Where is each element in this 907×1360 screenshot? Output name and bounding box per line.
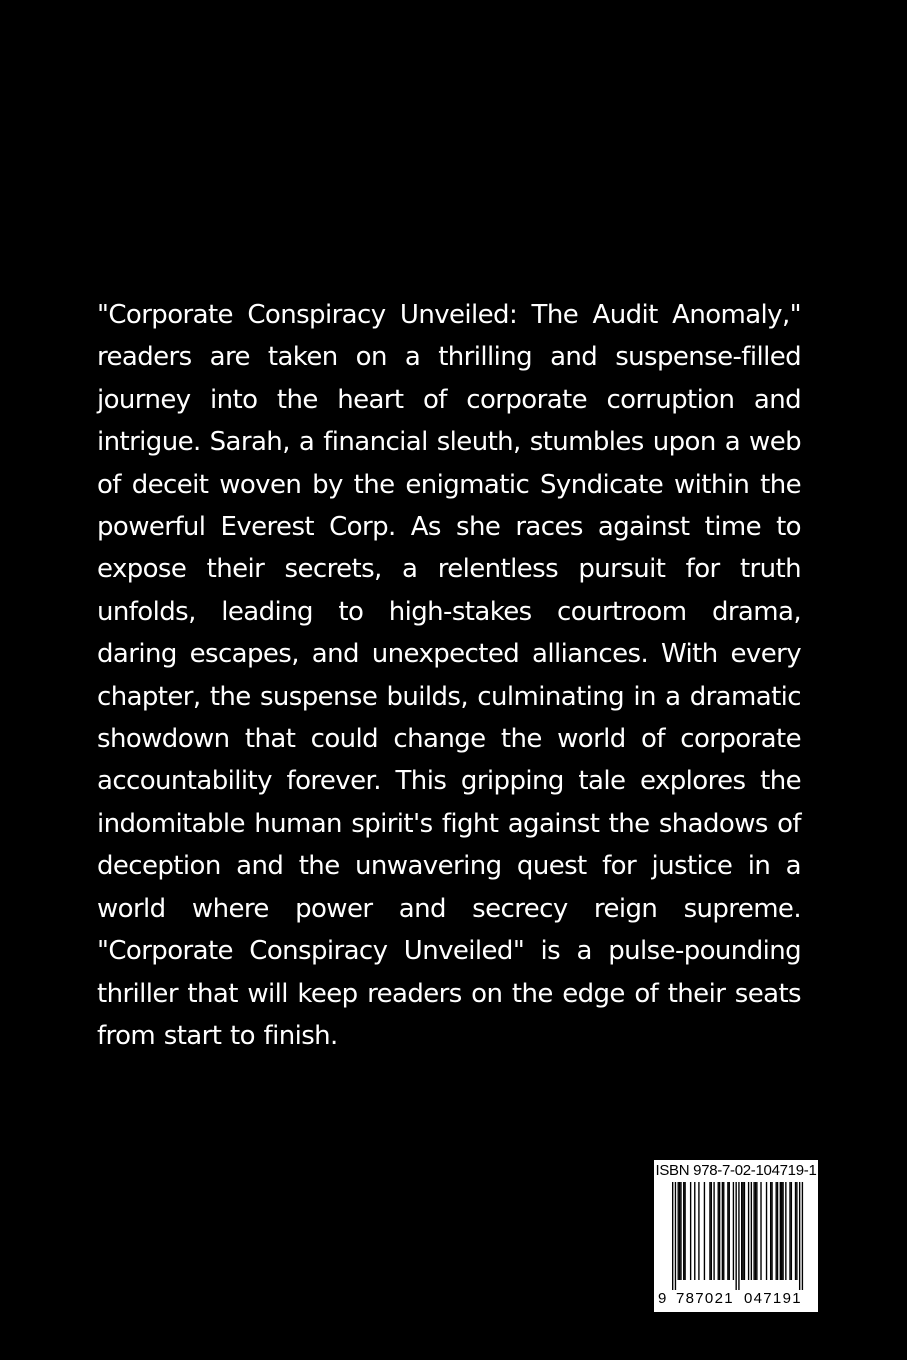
barcode-bar <box>771 1182 772 1280</box>
barcode-bar <box>742 1182 743 1280</box>
barcode-bar <box>770 1182 771 1280</box>
barcode-digit-first: 9 <box>658 1290 667 1307</box>
barcode-bar <box>780 1182 781 1280</box>
barcode-bar <box>680 1182 681 1280</box>
barcode-bar <box>799 1182 800 1290</box>
barcode-bar <box>777 1182 778 1280</box>
barcode-bar <box>753 1182 754 1280</box>
barcode-bar <box>776 1182 777 1280</box>
barcode-bar <box>782 1182 783 1280</box>
barcode-bar <box>709 1182 710 1280</box>
barcode-bar <box>719 1182 720 1280</box>
barcode-bar <box>748 1182 749 1280</box>
barcode-bar <box>711 1182 712 1280</box>
barcode-bar <box>735 1182 736 1290</box>
barcode-digits <box>654 1288 818 1310</box>
barcode-bar <box>744 1182 745 1280</box>
barcode-bar <box>683 1182 684 1280</box>
barcode-bar <box>795 1182 796 1280</box>
barcode-bar <box>722 1182 723 1280</box>
barcode-bar <box>738 1182 739 1290</box>
barcode-bar <box>760 1182 761 1280</box>
barcode-bar <box>756 1182 757 1280</box>
barcode-bar <box>678 1182 679 1280</box>
barcode-bar <box>781 1182 782 1280</box>
barcode-bar <box>796 1182 797 1280</box>
barcode-bar <box>789 1182 790 1280</box>
barcode-digits-left: 787021 <box>676 1290 734 1307</box>
barcode-digits-right: 047191 <box>744 1290 802 1307</box>
barcode-bar <box>679 1182 680 1280</box>
barcode-bar <box>791 1182 792 1280</box>
book-description: "Corporate Conspiracy Unveiled: The Audit Anomaly," readers are taken on a thrilling and suspense-filled journey into the heart of corporate corruption and intrigue. Sarah, a financial sleuth, stumbles upon a web of deceit woven by the enigmatic Syndicate within the powerful Everest Corp. As she races against time to expose their secrets, a relentless pursuit for truth unfolds, leading to high-stakes courtroom drama, daring escapes, and unexpected alliances. With every chapter, the suspense builds, culminating in a dramatic showdown that could change the world of corporate accountability forever. This gripping tale explores the indomitable human spirit's fight against the shadows of deception and the unwavering quest for justice in a world where power and secrecy reign supreme. "Corporate Conspiracy Unveiled" is a pulse-pounding thriller that will keep readers on the edge of their seats from start to finish. <box>97 300 801 1051</box>
barcode-bar <box>727 1182 728 1280</box>
barcode-bar <box>729 1182 730 1280</box>
barcode-bar <box>751 1182 752 1280</box>
barcode-bar <box>741 1182 742 1280</box>
isbn-barcode <box>654 1160 818 1312</box>
barcode-bar <box>698 1182 699 1280</box>
barcode-bar <box>675 1182 676 1290</box>
barcode-bar <box>733 1182 734 1280</box>
barcode-bar <box>802 1182 803 1290</box>
barcode-bar <box>766 1182 767 1280</box>
barcode-bar <box>755 1182 756 1280</box>
barcode-bar <box>713 1182 714 1280</box>
barcode-bar <box>785 1182 786 1280</box>
barcode-bar <box>723 1182 724 1280</box>
isbn-label: ISBN 978-7-02-104719-1 <box>655 1162 817 1179</box>
barcode-bars <box>654 1182 818 1290</box>
barcode-bar <box>672 1182 673 1290</box>
barcode-bar <box>694 1182 695 1280</box>
barcode-bar <box>684 1182 685 1280</box>
barcode-bar <box>704 1182 705 1280</box>
barcode-bar <box>718 1182 719 1280</box>
barcode-bar <box>690 1182 691 1280</box>
